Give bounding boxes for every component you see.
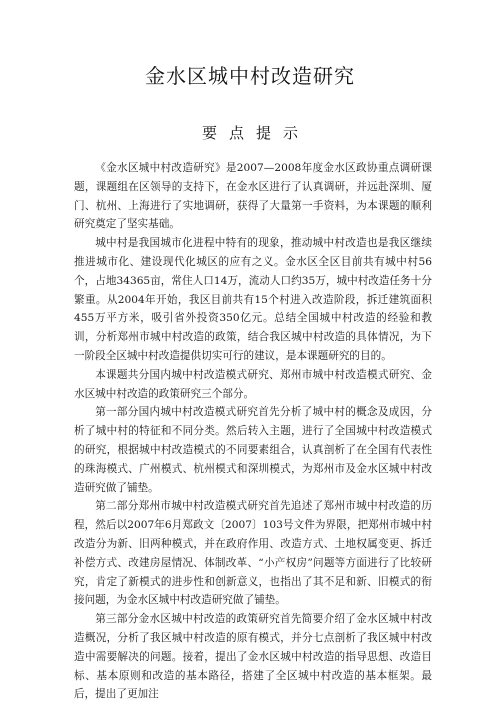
document-body [74,159,432,704]
paragraph-structure: 本课题共分国内城中村改造模式研究、郑州市城中村改造模式研究、金水区城中村改造的政策研究三个部分。 [74,368,432,400]
paragraph-part-three: 第三部分金水区城中村改造的政策研究首先简要介绍了金水区城中村改造概况，分析了我区城中村改造的原有模式，并分七点剖析了我区城中村改造中需要解决的问题。接着，提出了金水区城中村改造的指导思想、改造目标、基本原则和改造的基本路径，搭建了全区城中村改造的基本框架。最后，提出了更加注 [74,613,432,701]
paragraph-intro: 《金水区城中村改造研究》是2007—2008年度金水区政协重点调研课题，课题组在区领导的支持下，在金水区进行了认真调研，并远赴深圳、厦门、杭州、上海进行了实地调研，获得了大量第一手资料，为本课题的顺利研究奠定了坚实基础。 [74,162,432,231]
paragraph-part-two: 第二部分郑州市城中村改造模式研究首先追述了郑州市城中村改造的历程，然后以2007年6月郑政文〔2007〕103号文件为界限，把郑州市城中村改造分为新、旧两种模式，并在政府作用、改造方式、土地权属变更、拆迁补偿方式、改建房屋情况、体制改革、“小产权房”问题等方面进行了比较研究，肯定了新模式的进步性和创新意义，也指出了其不足和新、旧模式的衔接问题，为金水区城中村改造研究做了铺垫。 [74,500,432,607]
document-title: 金水区城中村改造研究 [145,64,355,88]
paragraph-part-one: 第一部分国内城中村改造模式研究首先分析了城中村的概念及成因，分析了城中村的特征和不同分类。然后转入主题，进行了全国城中村改造模式的研究，根据城中村改造模式的不同要素组合，认真剖析了在全国有代表性的珠海模式、广州模式、杭州模式和深圳模式，为郑州市及金水区城中村改造研究做了铺垫。 [74,406,432,494]
paragraph-background: 城中村是我国城市化进程中特有的现象，推动城中村改造也是我区继续推进城市化、建设现代化城区的应有之义。金水区全区目前共有城中村56个，占地34365亩，常住人口14万，流动人口约35万，城中村改造任务十分繁重。从2004年开始，我区目前共有15个村进入改造阶段，拆迁建筑面积455万平方米，吸引省外投资350亿元。总结全国城中村改造的经验和教训，分析郑州市城中村改造的政策，结合我区城中村改造的具体情况，为下一阶段全区城中村改造提供切实可行的建议，是本课题研究的目的。 [74,237,432,362]
section-heading: 要点提示 [201,124,310,142]
